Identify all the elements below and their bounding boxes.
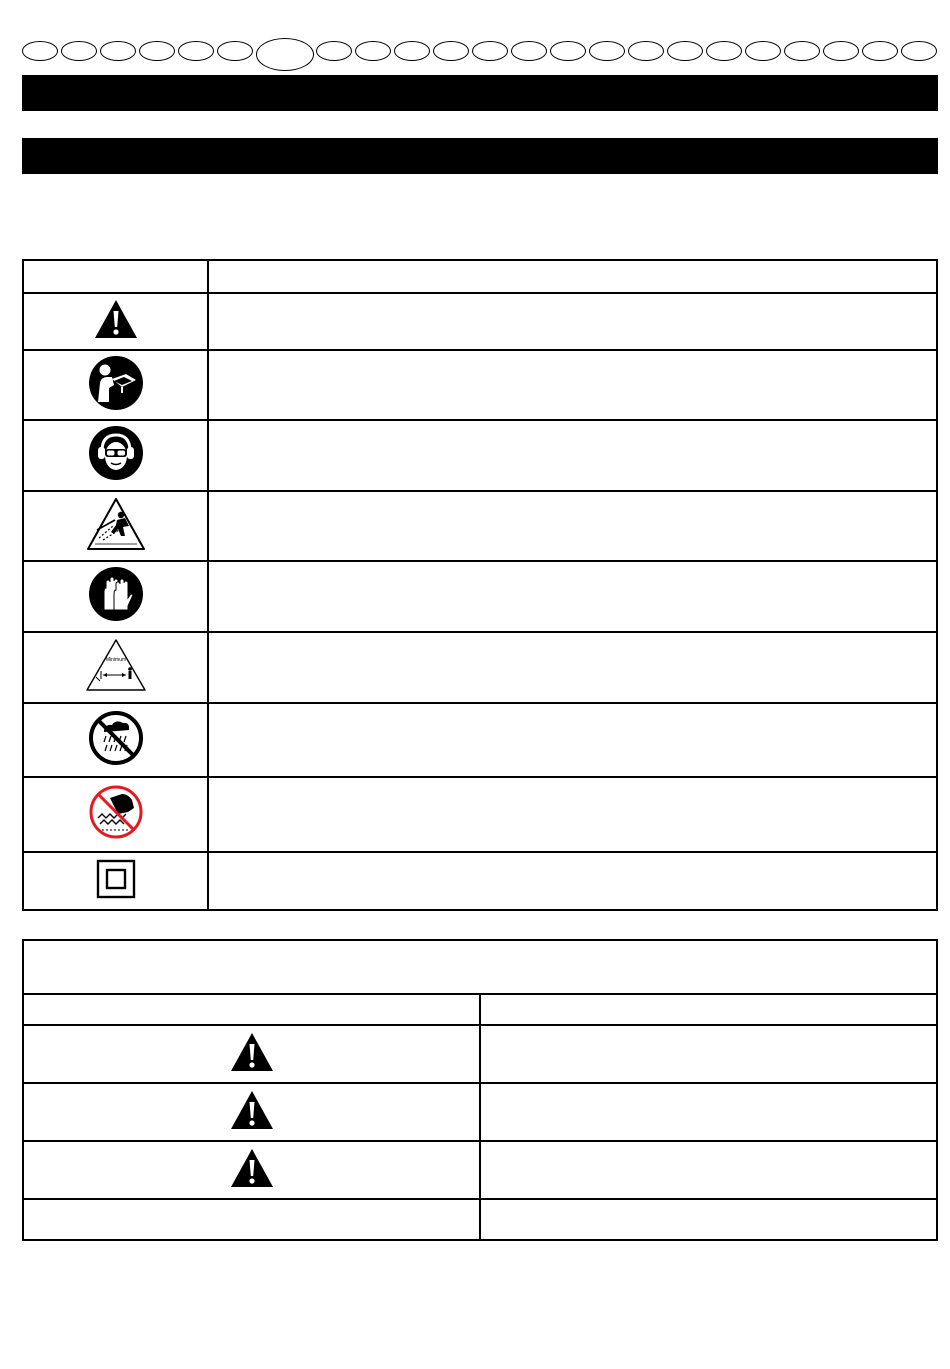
column-header-meaning	[208, 260, 937, 293]
section-header-bar	[22, 75, 938, 111]
table-row	[23, 350, 937, 420]
language-tabs	[22, 38, 938, 72]
warning-description	[480, 1083, 937, 1141]
language-tab[interactable]	[667, 41, 703, 61]
language-tab[interactable]	[784, 41, 820, 61]
eye-ear-protection-icon	[88, 425, 144, 481]
language-tab[interactable]	[823, 41, 859, 61]
no-hands-blade-icon	[88, 784, 144, 840]
symbol-description	[208, 561, 937, 632]
table-header-row	[23, 260, 937, 293]
warning-triangle-icon	[229, 1147, 275, 1189]
symbol-description	[208, 420, 937, 491]
double-insulation-icon	[96, 859, 136, 899]
language-tab[interactable]	[22, 41, 58, 61]
table-row	[23, 1025, 937, 1083]
warnings-table	[22, 939, 938, 1241]
table-row	[23, 703, 937, 777]
thrown-objects-warning-icon	[85, 496, 147, 552]
warning-description	[480, 1199, 937, 1240]
warning-description	[480, 1025, 937, 1083]
symbols-header-bar	[22, 138, 938, 174]
language-tab[interactable]	[433, 41, 469, 61]
language-tab[interactable]	[745, 41, 781, 61]
table-row	[23, 420, 937, 491]
language-tab[interactable]	[901, 41, 937, 61]
table-row	[23, 561, 937, 632]
no-rain-icon	[88, 710, 144, 766]
symbol-description	[208, 350, 937, 420]
language-tab[interactable]	[100, 41, 136, 61]
warning-triangle-icon	[93, 298, 139, 340]
language-tab[interactable]	[862, 41, 898, 61]
table-header-row	[23, 994, 937, 1025]
symbol-description	[208, 632, 937, 703]
minimum-label: Minimum	[105, 657, 126, 663]
symbols-table	[22, 259, 938, 911]
symbol-description	[208, 777, 937, 852]
language-tab[interactable]	[550, 41, 586, 61]
minimum-distance-icon	[84, 637, 148, 693]
table-row	[23, 1083, 937, 1141]
table-row	[23, 1141, 937, 1199]
language-tab[interactable]	[139, 41, 175, 61]
warning-triangle-icon	[229, 1089, 275, 1131]
table-row	[23, 1199, 937, 1240]
symbol-description	[208, 703, 937, 777]
language-tab[interactable]	[394, 41, 430, 61]
read-manual-icon	[88, 355, 144, 411]
symbol-description	[208, 293, 937, 350]
language-tab[interactable]	[706, 41, 742, 61]
table-row	[23, 632, 937, 703]
language-tab[interactable]	[61, 41, 97, 61]
symbol-description	[208, 491, 937, 561]
column-header-meaning	[480, 994, 937, 1025]
table-row	[23, 777, 937, 852]
table-row	[23, 491, 937, 561]
warning-description	[480, 1141, 937, 1199]
language-tab[interactable]	[628, 41, 664, 61]
table-row	[23, 293, 937, 350]
language-tab-active[interactable]	[256, 38, 314, 71]
column-header-symbol	[23, 994, 480, 1025]
warning-triangle-icon	[229, 1031, 275, 1073]
language-tab[interactable]	[511, 41, 547, 61]
symbol-description	[208, 852, 937, 910]
language-tab[interactable]	[178, 41, 214, 61]
warnings-caption	[23, 940, 937, 994]
language-tab[interactable]	[589, 41, 625, 61]
table-caption-row	[23, 940, 937, 994]
language-tab[interactable]	[217, 41, 253, 61]
column-header-symbol	[23, 260, 208, 293]
empty-symbol-cell	[23, 1199, 480, 1240]
gloves-icon	[88, 566, 144, 622]
language-tab[interactable]	[472, 41, 508, 61]
language-tab[interactable]	[316, 41, 352, 61]
language-tab[interactable]	[355, 41, 391, 61]
table-row	[23, 852, 937, 910]
